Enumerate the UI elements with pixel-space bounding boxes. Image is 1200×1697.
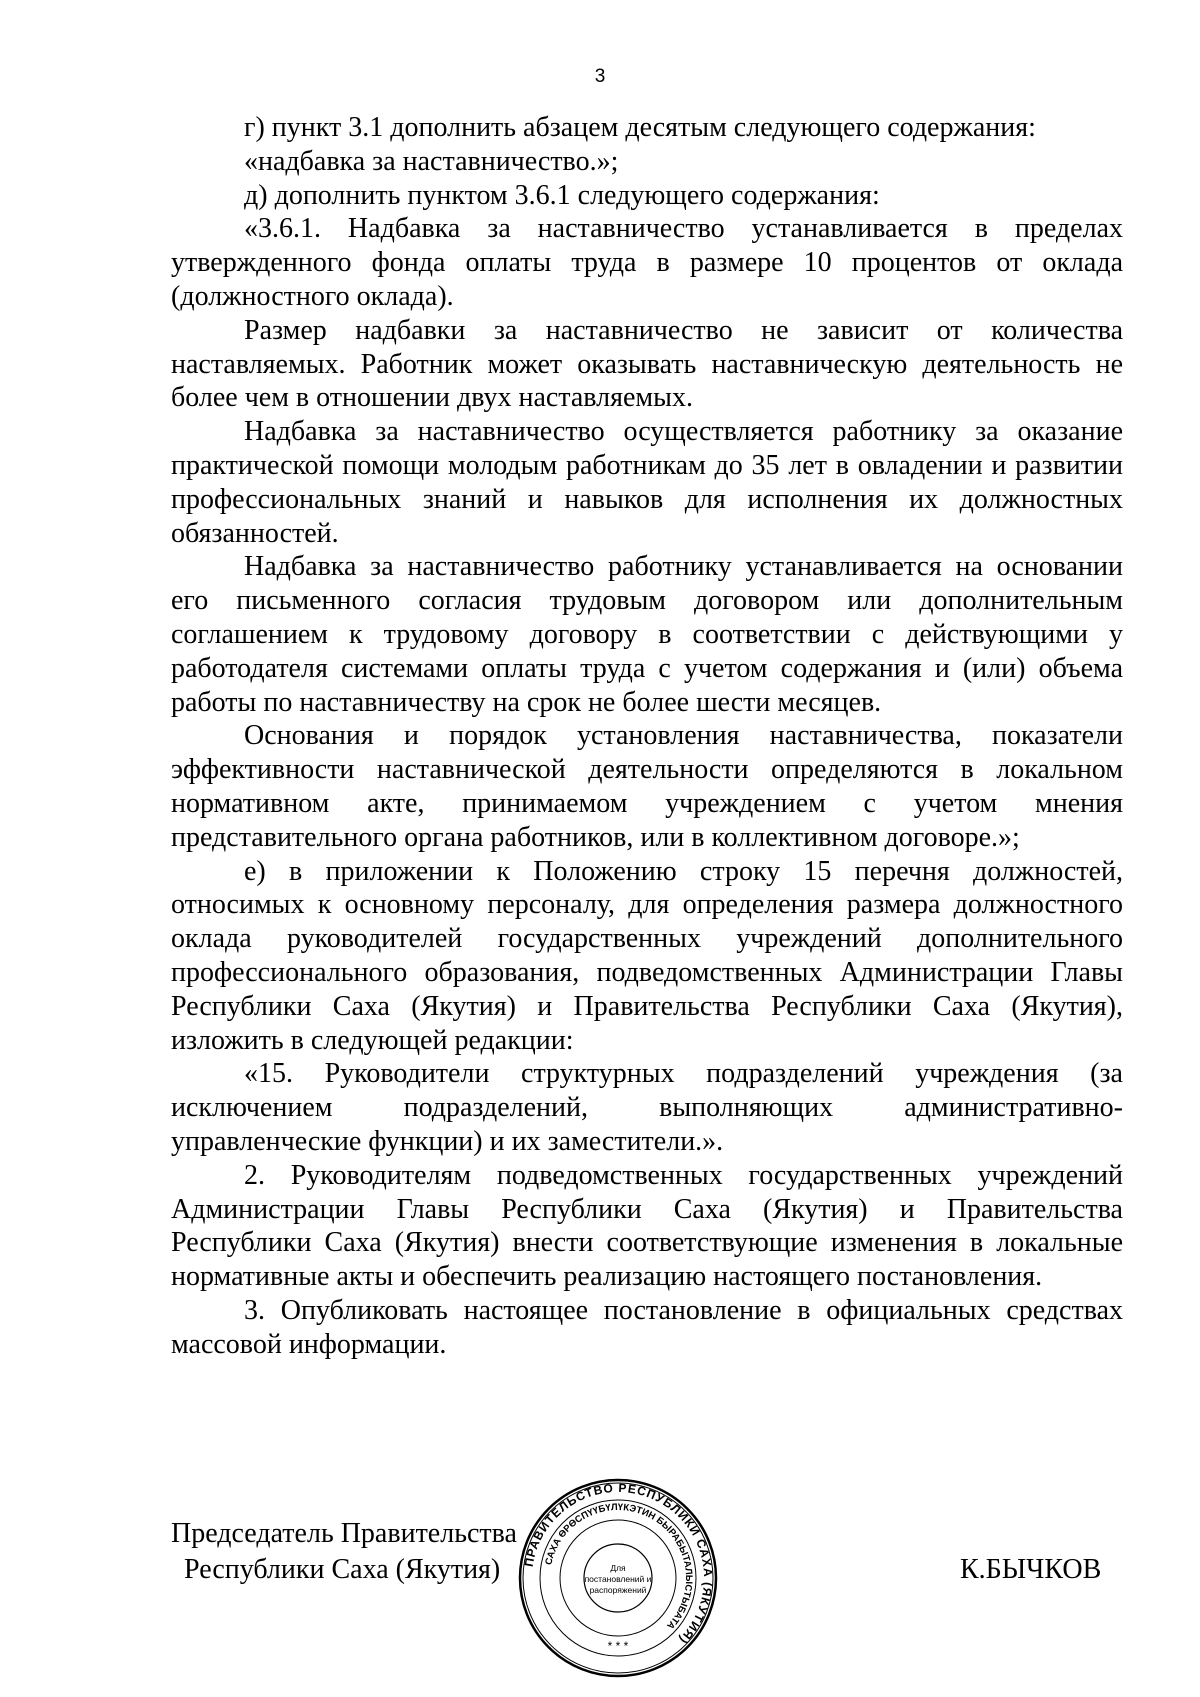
text-line: его письменного согласия трудовым договором или дополнительным	[171, 585, 1123, 616]
text-line: практической помощи молодым работникам до 35 лет в овладении и развитии	[171, 450, 1123, 481]
text-line: «3.6.1. Надбавка за наставничество устанавливается в пределах	[244, 213, 1123, 244]
seal-stars: * * *	[607, 1639, 629, 1653]
text-line: эффективности наставнической деятельности определяются в локальном	[171, 754, 1123, 785]
text-line: Размер надбавки за наставничество не зависит от количества	[244, 315, 1123, 346]
text-line: нормативном акте, принимаемом учреждением с учетом мнения	[171, 788, 1123, 819]
signatory-title-line-1: Председатель Правительства	[171, 1518, 517, 1549]
text-line: «надбавка за наставничество.»;	[244, 146, 619, 177]
text-line: наставляемых. Работник может оказывать наставническую деятельность не	[171, 349, 1123, 380]
seal-center-line-3: распоряжений	[589, 1585, 647, 1595]
text-line: 2. Руководителям подведомственных государственных учреждений	[244, 1160, 1123, 1191]
text-line: Основания и порядок установления наставничества, показатели	[244, 720, 1123, 751]
text-line: изложить в следующей редакции:	[171, 1025, 574, 1056]
text-line: исключением подразделений, выполняющих административно-	[171, 1092, 1123, 1123]
page-number: 3	[594, 66, 606, 87]
signatory-name: К.БЫЧКОВ	[960, 1554, 1102, 1585]
text-line: профессионального образования, подведомственных Администрации Главы	[171, 957, 1123, 988]
text-line: (должностного оклада).	[171, 281, 454, 312]
text-line: представительного органа работников, или в коллективном договоре.»;	[171, 822, 1020, 853]
text-line: работодателя системами оплаты труда с учетом содержания и (или) объема	[171, 653, 1123, 684]
text-line: управленческие функции) и их заместители.».	[171, 1126, 724, 1157]
text-line: оклада руководителей государственных учреждений дополнительного	[171, 923, 1123, 954]
text-line: Надбавка за наставничество осуществляется работнику за оказание	[244, 416, 1123, 447]
text-line: е) в приложении к Положению строку 15 перечня должностей,	[244, 856, 1123, 887]
seal-center-line-2: постановлений и	[584, 1574, 652, 1584]
signatory-title-line-2: Республики Саха (Якутия)	[184, 1554, 501, 1585]
official-seal	[518, 1478, 718, 1678]
text-line: работы по наставничеству на срок не более шести месяцев.	[171, 687, 882, 718]
seal-center-line-1: Для	[610, 1563, 626, 1573]
text-line: соглашением к трудовому договору в соответствии с действующими у	[171, 619, 1123, 650]
text-line: нормативные акты и обеспечить реализацию настоящего постановления.	[171, 1261, 1043, 1292]
text-line: «15. Руководители структурных подразделений учреждения (за	[244, 1058, 1123, 1089]
seal-outer-text: ПРАВИТЕЛЬСТВО РЕСПУБЛИКИ САХА (ЯКУТИЯ)	[521, 1480, 716, 1648]
text-line: Надбавка за наставничество работнику устанавливается на основании	[244, 551, 1123, 582]
text-line: Республики Саха (Якутия) и Правительства Республики Саха (Якутия),	[171, 991, 1123, 1022]
text-line: профессиональных знаний и навыков для исполнения их должностных	[171, 484, 1123, 515]
text-line: массовой информации.	[171, 1329, 447, 1360]
text-line: относимых к основному персоналу, для определения размера должностного	[171, 889, 1123, 920]
text-line: утвержденного фонда оплаты труда в размере 10 процентов от оклада	[171, 247, 1123, 278]
text-line: 3. Опубликовать настоящее постановление в официальных средствах	[244, 1295, 1123, 1326]
text-line: Республики Саха (Якутия) внести соответствующие изменения в локальные	[171, 1227, 1123, 1258]
seal-inner-text: САХА ӨРӨСПҮҮБҮЛҮКЭТИН БЫРАБЫТАЛЫСТЫБАТА	[543, 1501, 695, 1632]
text-line: г) пункт 3.1 дополнить абзацем десятым следующего содержания:	[244, 112, 1036, 143]
text-line: д) дополнить пунктом 3.6.1 следующего содержания:	[244, 180, 880, 211]
text-line: обязанностей.	[171, 518, 339, 549]
text-line: более чем в отношении двух наставляемых.	[171, 382, 693, 413]
text-line: Администрации Главы Республики Саха (Якутия) и Правительства	[171, 1194, 1123, 1225]
